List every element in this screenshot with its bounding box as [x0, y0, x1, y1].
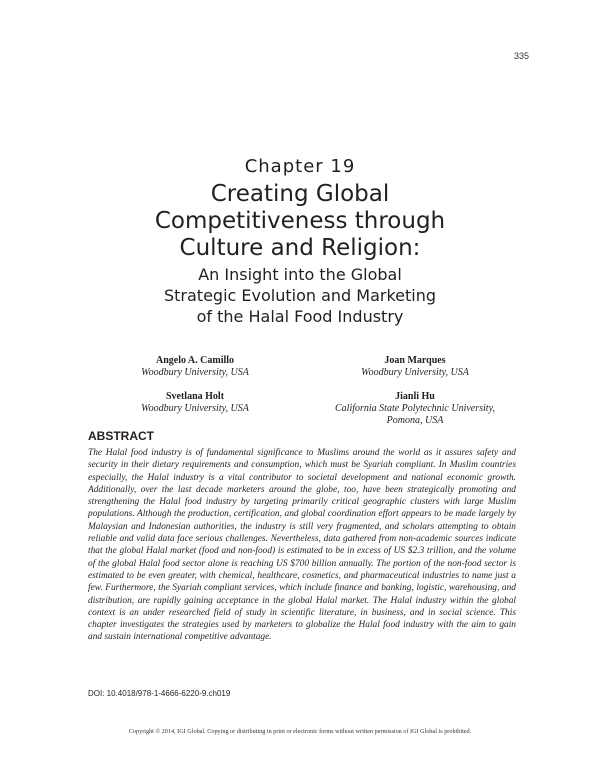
chapter-subtitle — [0, 264, 600, 327]
author-name: Joan Marques — [384, 355, 446, 366]
subtitle-line: Strategic Evolution and Marketing — [163, 286, 437, 305]
doi[interactable]: DOI: 10.4018/978-1-4666-6220-9.ch019 — [88, 689, 231, 698]
abstract-text: The Halal food industry is of fundamental significance to Muslims around the world as it assures safety and security in their dietary requirements and consumption, which must be Syariah compliant. In Muslim countries especially, the Halal industry is a vital contributor to societal development and national economic growth. Additionally, over the last decade marketers around the globe, too, have been strategically promoting and strengthening the Halal food industry by targeting primarily critical geographic clusters with large Muslim populations. Although the production, certification, and global coordination effort appears to be made largely by Malaysian and Indonesian authorities, the industry is still very fragmented, and scholars attempting to obtain reliable and valid data face serious challenges. Nevertheless, data gathered from non-academic sources indicate that the global Halal market (food and non-food) is estimated to be in excess of US $2.3 trillion, and the volume of the global Halal food sector alone is reaching US $700 billion annually. The portion of the non-food sector is estimated to be even greater, with chemical, healthcare, cosmetics, and pharmaceutical industries to name just a few. Furthermore, the Syariah compliant services, which include finance and banking, logistic, warehousing, and distribution, are rapidly gaining acceptance in the global Halal market. The Halal industry within the global context is an under researched field of study in scientific literature, in business, and in social science. This chapter investigates the strategies used by marketers to globalize the Halal food industry with the aim to gain and sustain international competitive advantage. — [88, 448, 516, 643]
author-affiliation: California State Polytechnic University, — [335, 403, 495, 414]
author-block — [330, 355, 500, 379]
author-block — [110, 391, 280, 415]
author-block — [110, 355, 280, 379]
author-affiliation: Woodbury University, USA — [361, 367, 469, 378]
author-name: Jianli Hu — [395, 391, 435, 402]
title-line: Competitiveness through — [154, 208, 446, 234]
subtitle-line: An Insight into the Global — [198, 265, 402, 284]
chapter-label: Chapter 19 — [244, 156, 356, 177]
subtitle-line: of the Halal Food Industry — [196, 307, 404, 326]
copyright-notice: Copyright © 2014, IGI Global. Copying or distributing in print or electronic forms without written permission of IGI Global is prohibited. — [128, 728, 472, 735]
author-affiliation: Woodbury University, USA — [141, 403, 249, 414]
author-affiliation: Woodbury University, USA — [141, 367, 249, 378]
page-number: 335 — [513, 51, 529, 61]
author-block — [320, 391, 510, 427]
author-affiliation: Pomona, USA — [386, 415, 444, 426]
author-name: Angelo A. Camillo — [155, 355, 235, 366]
author-name: Svetlana Holt — [165, 391, 225, 402]
chapter-title — [0, 181, 600, 262]
title-line: Culture and Religion: — [179, 235, 421, 261]
abstract-heading: ABSTRACT — [88, 429, 154, 443]
title-line: Creating Global — [210, 181, 390, 207]
